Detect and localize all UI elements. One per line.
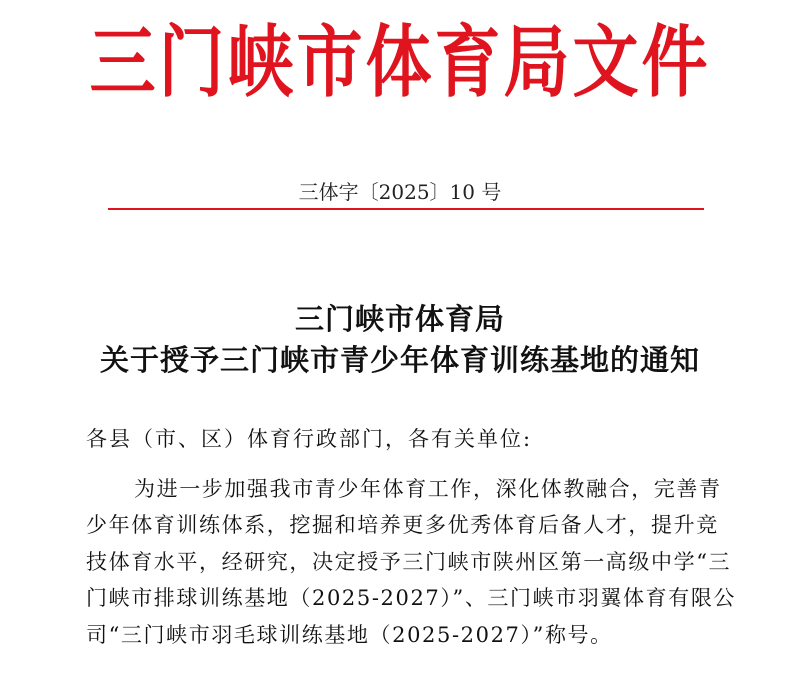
- red-divider-line: [108, 208, 704, 210]
- notice-title-line-1: 三门峡市体育局: [294, 302, 505, 336]
- body-line: 少年体育训练体系，挖掘和培养更多优秀体育后备人才，提升竞: [86, 513, 719, 538]
- salutation: 各县（市、区）体育行政部门，各有关单位:: [86, 427, 533, 451]
- document-header-title: 三门峡市体育局文件: [89, 17, 711, 108]
- body-line: 为进一步加强我市青少年体育工作，深化体教融合，完善青: [134, 477, 722, 501]
- body-paragraph: [86, 471, 737, 653]
- notice-title-line-2: 关于授予三门峡市青少年体育训练基地的通知: [99, 343, 700, 377]
- body-line: 技体育水平，经研究，决定授予三门峡市陕州区第一高级中学“三: [86, 549, 732, 574]
- body-line: 司“三门峡市羽毛球训练基地（2025-2027）”称号。: [86, 622, 613, 647]
- body-line: 门峡市排球训练基地（2025-2027）”、三门峡市羽翼体育有限公: [86, 586, 737, 611]
- document-number: 三体字〔2025〕10 号: [298, 180, 502, 204]
